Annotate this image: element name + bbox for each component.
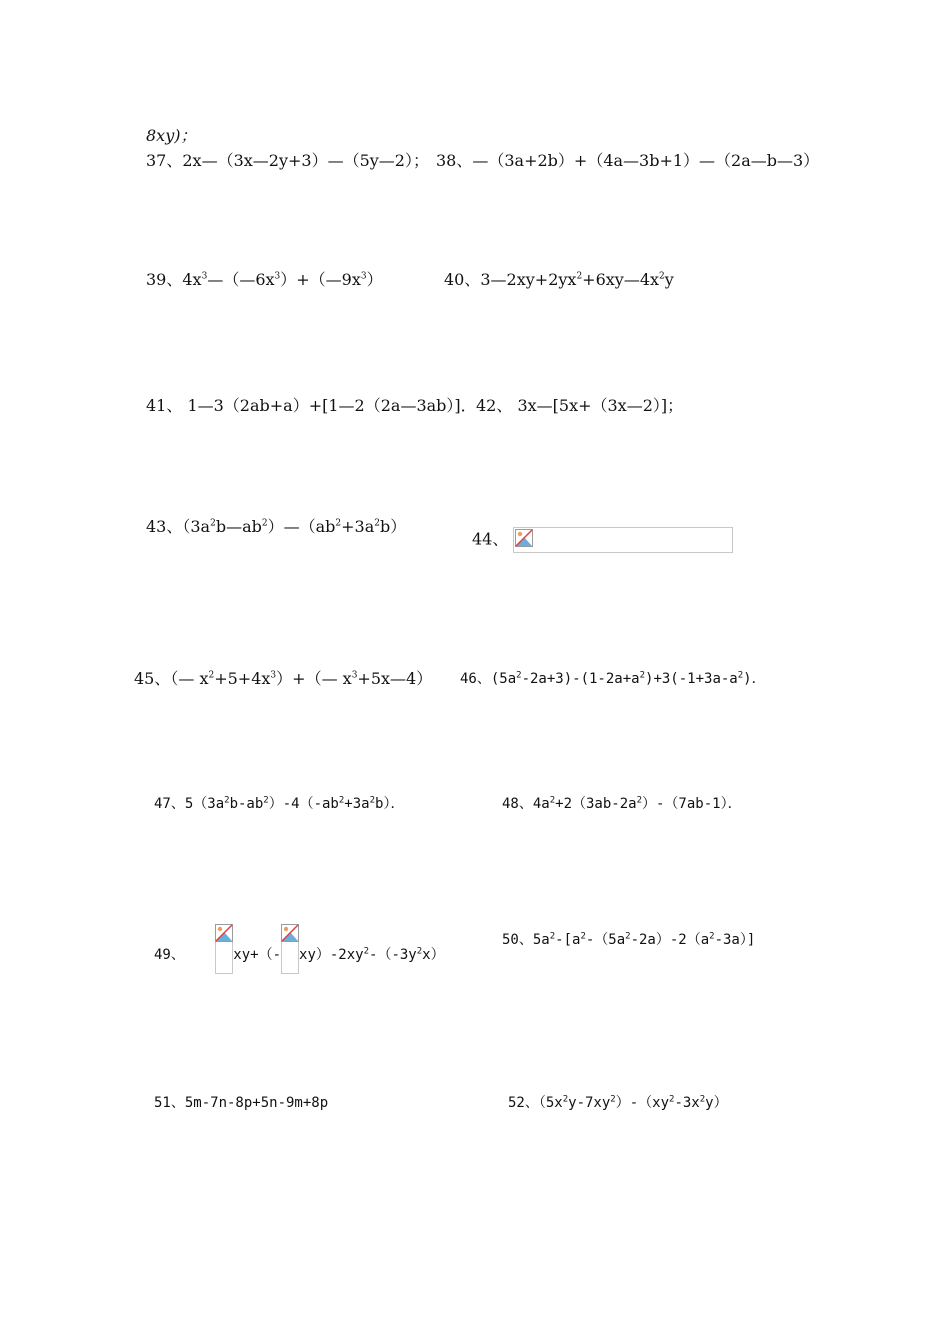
problem-45: 45、（— $x^2+5+4x^3)+(—$ $x^3+5x—4$） (134, 669, 433, 688)
problem-49: 49、 xy+（- $xy)-2xy^2-(-3y^2x)$ (154, 930, 445, 980)
problem-41: 41、 1—3（2ab+a）+[1—2（2a—3ab）]． (146, 396, 477, 415)
problem-38: 38、—（3a+2b）+（4a—3b+1）—（2a—b—3） (436, 151, 820, 170)
broken-image-placeholder-1 (215, 924, 233, 974)
problem-43: 43、$(3a^2b—ab^2)—(ab^2+3a^2b)$ (146, 517, 407, 536)
problem-37: 37、2x—（3x—2y+3）—（5y—2）； (146, 151, 429, 170)
broken-image-icon (215, 924, 233, 942)
broken-image-icon (515, 529, 533, 547)
problem-50: 50、$5a^2-[a^2-(5a^2-2a)-2(a^2-3a)]$ (502, 931, 756, 948)
problem-44: 44、 (472, 527, 733, 553)
problem-39: 39、$4x^3—(—6x^3)+(—9x^3)$ (146, 270, 383, 289)
problem-52: 52、$(5x^2y-7xy^2)-(xy^2-3x^2y)$ (508, 1094, 728, 1111)
problem-40: 40、$3—2xy+2yx^2+6xy—4x^2y$ (444, 270, 674, 289)
problem-48: 48、$4a^2+2(3ab-2a^2)-(7ab-1)$． (502, 795, 742, 812)
broken-image-icon (281, 924, 299, 942)
problem-46: 46、$(5a^2-2a+3)-(1-2a+a^2)+3(-1+3a-a^2)$． (460, 670, 766, 687)
problem-47: 47、$5(3a^2b-ab^2)-4(-ab^2+3a^2b)$． (154, 795, 405, 812)
broken-image-placeholder (513, 527, 733, 553)
problem-51: 51、5m-7n-8p+5n-9m+8p (154, 1095, 329, 1111)
problem-42: 42、 3x—[5x+（3x—2）]； (476, 396, 684, 415)
broken-image-placeholder-2 (281, 924, 299, 974)
problem-36-tail: 8xy)； (146, 126, 197, 145)
